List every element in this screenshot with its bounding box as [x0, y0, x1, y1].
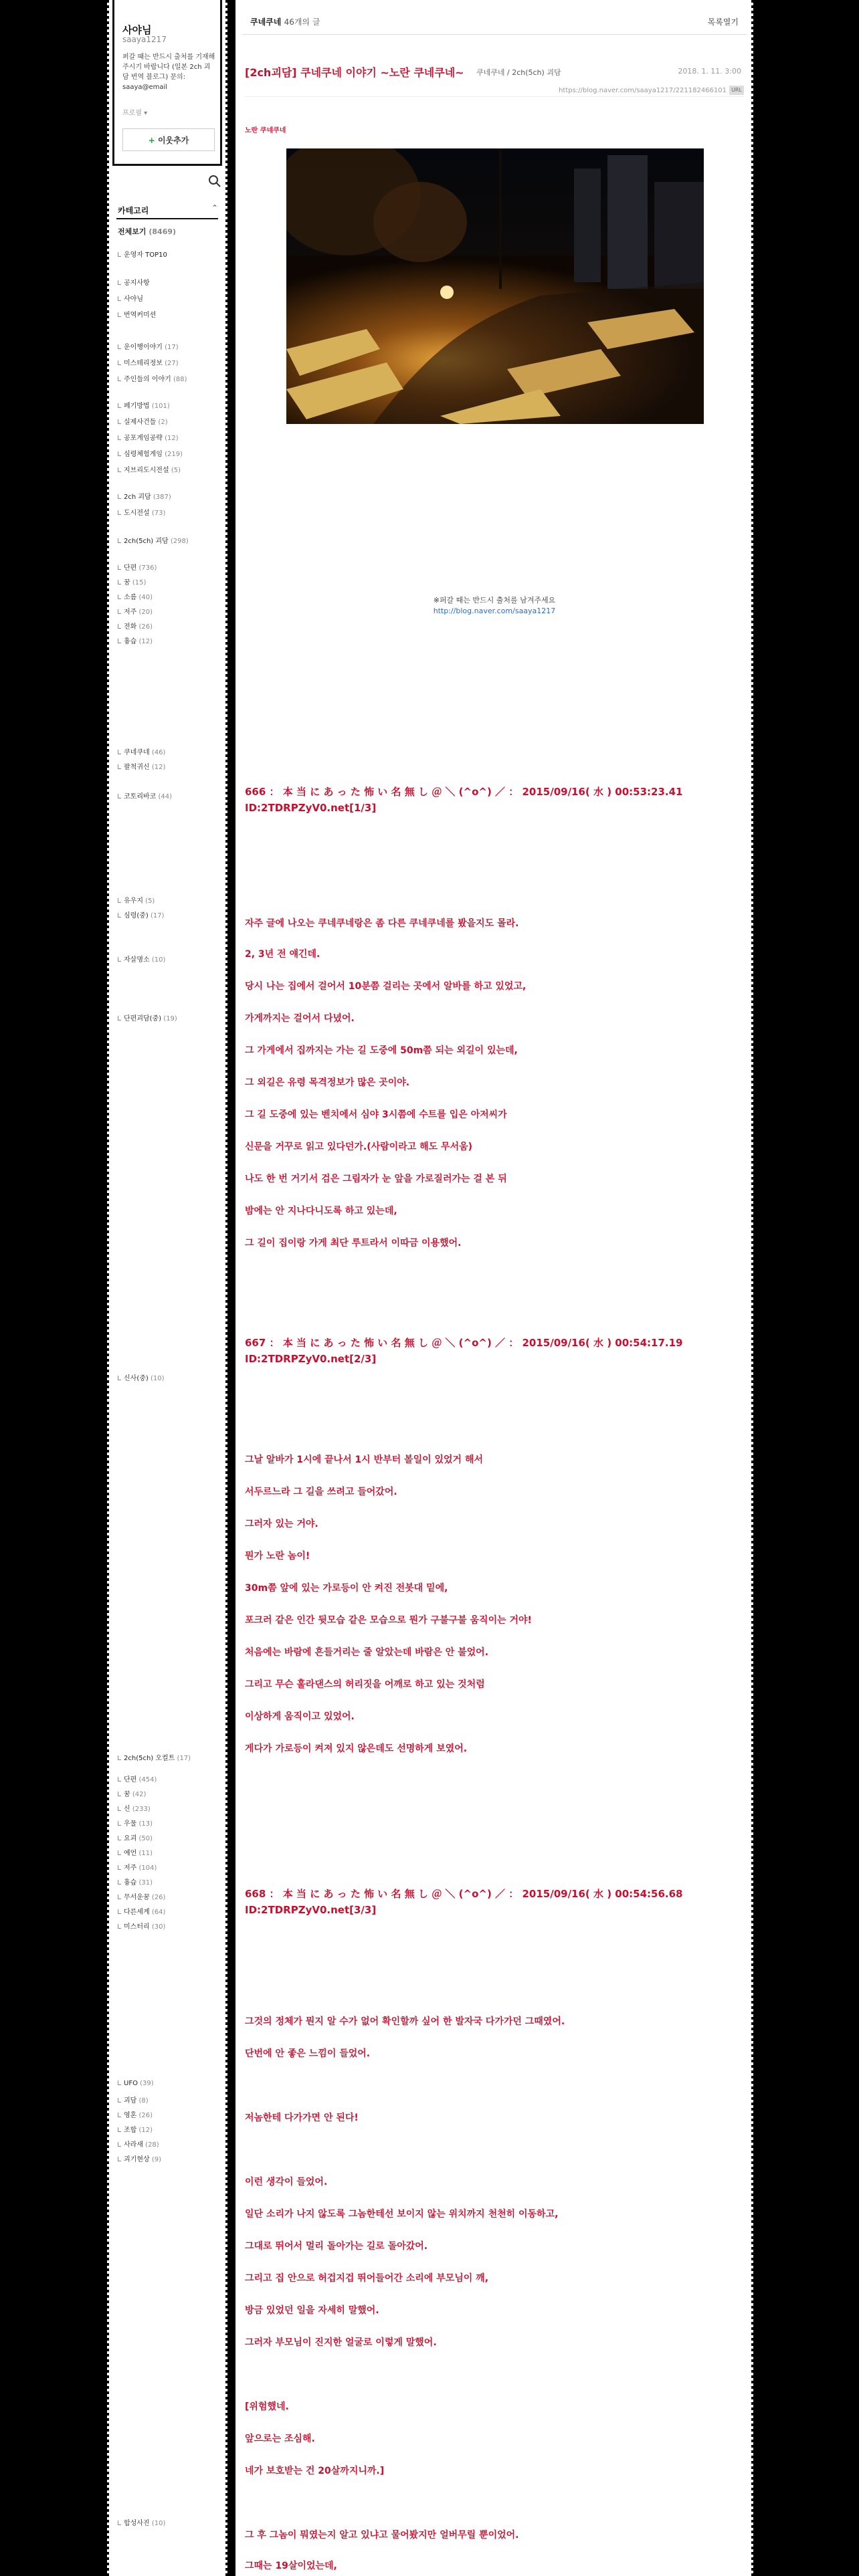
sidebar-category-item[interactable] [118, 416, 218, 426]
night-street-photo [286, 148, 704, 424]
sidebar-category-item[interactable] [118, 576, 218, 586]
category-count: (26) [138, 2112, 153, 2119]
category-label: 코토리바코 [124, 793, 157, 800]
category-count: (233) [132, 1806, 151, 1813]
sidebar-category-item[interactable] [118, 357, 218, 367]
category-label: 2ch(5ch) 오컬트 [124, 1755, 175, 1762]
image-caption [235, 595, 753, 617]
post-paragraph: 그날 알바가 1시에 끝나서 1시 반부터 볼일이 있었거 해서 [245, 1455, 484, 1465]
category-count: (101) [151, 403, 170, 410]
category-label: 번역커미션 [124, 312, 157, 319]
post-paragraph: 네가 보호받는 건 20살까지니까.] [245, 2466, 385, 2476]
title-divider [245, 96, 744, 97]
sidebar-category-item[interactable] [118, 606, 218, 616]
category-count: (10) [151, 2520, 166, 2527]
sidebar-category-item[interactable] [118, 464, 218, 474]
post-area [235, 0, 753, 2576]
category-count: (88) [173, 376, 187, 383]
category-count: (454) [138, 1776, 157, 1784]
post-paragraph: 그러자 부모님이 진지한 얼굴로 이렇게 말했어. [245, 2337, 437, 2348]
category-count: (39) [140, 2080, 154, 2087]
sidebar-category-item[interactable] [118, 309, 218, 319]
post-paragraph: 그 후 그놈이 뭐였는지 알고 있냐고 물어봤지만 얼버무릴 뿐이었어. [245, 2530, 519, 2541]
post-paragraph: 처음에는 바람에 흔들거리는 줄 알았는데 바람은 안 불었어. [245, 1647, 489, 1658]
category-count: (12) [138, 2127, 153, 2134]
post-paragraph: 방금 있었던 일을 자세히 말했어. [245, 2305, 379, 2316]
category-label: 지브리도시전설 [124, 467, 169, 474]
category-label: 소름 [124, 594, 137, 601]
post-paragraph: 포크러 같은 인간 뒷모습 같은 모습으로 뭔가 구불구불 움직이는 거야! [245, 1615, 532, 1626]
category-count: (387) [153, 494, 171, 501]
sidebar-category-item[interactable] [118, 2095, 218, 2105]
category-count: (8469) [149, 227, 177, 236]
category-count: (19) [163, 1015, 177, 1023]
sidebar-category-item[interactable] [118, 2109, 218, 2119]
sidebar-category-item[interactable] [118, 2517, 218, 2527]
caption-text: ※퍼갈 때는 반드시 출처를 남겨주세요 [433, 596, 556, 605]
sidebar-category-item[interactable] [118, 448, 218, 458]
post-paragraph: 나도 한 번 거기서 검은 그림자가 눈 앞을 가로질러가는 걸 본 뒤 [245, 1174, 507, 1184]
category-label: 무서운꿈 [124, 1894, 150, 1901]
post-subtitle: 노란 쿠네쿠네 [245, 127, 286, 134]
category-count: (26) [151, 1894, 166, 1901]
category-label: 심령체험게임 [124, 451, 163, 458]
sidebar-category-item[interactable] [118, 1372, 218, 1382]
category-divider [116, 218, 218, 219]
post-paragraph: 신문을 거꾸로 읽고 있다던가.(사람이라고 해도 무서움) [245, 1142, 473, 1152]
post-paragraph: 그 길 도중에 있는 벤치에서 심야 3시쯤에 수트를 입은 아저씨가 [245, 1109, 507, 1120]
sidebar-category-item[interactable] [118, 2124, 218, 2134]
category-count: (13) [138, 1820, 153, 1828]
category-label: 실제사건들 [124, 419, 157, 426]
caption-link[interactable]: http://blog.naver.com/saaya1217 [433, 607, 556, 615]
blog-id: saaya1217 [122, 35, 167, 44]
sidebar-category-item[interactable] [118, 562, 218, 572]
post-paragraph: 그리고 무슨 훌라댄스의 허리짓을 어깨로 하고 있는 것처럼 [245, 1679, 485, 1690]
sidebar-category-item[interactable] [118, 1862, 218, 1872]
sidebar-category-item[interactable] [118, 1752, 218, 1762]
post-title[interactable]: [2ch괴담] 쿠네쿠네 이야기 ~노란 쿠네쿠네~ [245, 66, 464, 79]
post-paragraph: 그 외길은 유령 목격정보가 많은 곳이야. [245, 1077, 410, 1088]
post-paragraph: 이런 생각이 들었어. [245, 2177, 328, 2187]
category-label: 도시전설 [124, 510, 150, 517]
category-count: (28) [145, 2141, 159, 2149]
sidebar-category-item[interactable] [118, 1012, 218, 1023]
sidebar-category-item[interactable] [118, 1906, 218, 1916]
post-paragraph: 이상하게 움직이고 있었어. [245, 1711, 355, 1722]
category-label: 유우지 [124, 897, 143, 905]
category-label: 저주 [124, 609, 137, 616]
sidebar-category-item[interactable] [118, 1774, 218, 1784]
category-label: 신 [124, 1806, 130, 1813]
category-label: 흉습 [124, 1879, 137, 1887]
category-count: (44) [158, 793, 173, 800]
category-label: 운이행이야기 [124, 344, 163, 351]
category-count: (12) [165, 435, 179, 442]
post-paragraph: 당시 나는 집에서 걸어서 10분쯤 걸리는 곳에서 알바를 하고 있었고, [245, 981, 527, 992]
add-neighbor-button[interactable] [122, 128, 215, 151]
post-paragraph: 30m쯤 앞에 있는 가로등이 안 켜진 전봇대 밑에, [245, 1583, 448, 1594]
category-label: 꿈 [124, 579, 130, 586]
category-count: (31) [138, 1879, 153, 1887]
sidebar-category-item[interactable] [118, 1847, 218, 1857]
category-label: 쿠네쿠네 [124, 749, 150, 756]
sidebar-category-item[interactable] [118, 621, 218, 631]
category-count: (104) [138, 1864, 157, 1872]
sidebar-category-item[interactable] [118, 341, 218, 351]
post-paragraph: 자주 글에 나오는 쿠네쿠네랑은 좀 다른 쿠네쿠네를 봤을지도 몰라. [245, 918, 519, 929]
url-copy-button[interactable]: URL [729, 86, 744, 95]
category-count: (12) [151, 764, 166, 771]
category-count: (15) [132, 579, 147, 586]
search-icon[interactable] [207, 174, 222, 189]
category-label: 심령(중) [124, 912, 149, 920]
post-paragraph: 그때는 19살이었는데, [245, 2561, 337, 2571]
sidebar-category-item[interactable] [118, 761, 218, 771]
category-count: (64) [151, 1909, 166, 1916]
sidebar-category-item[interactable] [118, 635, 218, 645]
response-header: 666 ： 本 当 に あ っ た 怖 い 名 無 し ＠ ＼ (^o^) ／ ： 2015/09/16( 水 ) 00:53:23.41 ID:2TDRPZyV0.net[1/3] [245, 786, 683, 814]
category-count: (30) [151, 1923, 166, 1931]
category-count: (10) [151, 956, 166, 964]
category-label: 공포게임공략 [124, 435, 163, 442]
category-count: (26) [138, 623, 153, 631]
sidebar-category-item[interactable] [118, 1891, 218, 1901]
category-label: 페기방법 [124, 403, 150, 410]
category-count: (17) [177, 1755, 191, 1762]
category-label: 저주 [124, 1864, 137, 1872]
category-label: 운영자 TOP10 [124, 251, 167, 259]
post-paragraph: 그것의 정체가 뭔지 알 수가 없어 확인할까 싶어 한 발자국 다가가던 그때였어. [245, 2016, 565, 2027]
category-label: 전체보기 [118, 227, 147, 236]
category-count: (27) [165, 360, 179, 367]
category-label: 팔척귀신 [124, 764, 150, 771]
post-paragraph: 앞으로는 조심해. [245, 2434, 315, 2444]
category-count: (20) [138, 609, 153, 616]
post-paragraph: 일단 소리가 나지 않도록 그놈한테선 보이지 않는 위치까지 천천히 이동하고, [245, 2209, 559, 2220]
category-count: (219) [165, 451, 183, 458]
category-label: 공지사항 [124, 280, 150, 287]
post-paragraph: 밤에는 안 지나다니도록 하고 있는데, [245, 1206, 397, 1216]
category-label: 주인들의 이야기 [124, 376, 171, 383]
category-count: (11) [138, 1850, 153, 1857]
category-label: 2ch 괴담 [124, 494, 151, 501]
category-label: 단편괴담(중) [124, 1015, 162, 1023]
post-paragraph: 게다가 가로등이 켜져 있지 않은데도 선명하게 보였어. [245, 1743, 468, 1754]
sidebar-category-item[interactable] [118, 591, 218, 601]
sidebar-category-item[interactable] [118, 226, 218, 237]
category-label: 다른세계 [124, 1909, 150, 1916]
sidebar-category-item[interactable] [118, 491, 218, 501]
category-label: 사라새 [124, 2141, 143, 2149]
sidebar-category-item[interactable] [118, 1818, 218, 1828]
category-label: 꿈 [124, 1791, 130, 1798]
category-count: (298) [170, 538, 189, 545]
category-label: 괴기현상 [124, 2156, 150, 2163]
blog-description: 퍼갈 때는 반드시 출처를 기재해주시기 바랍니다 (일본 2ch 괴담 번역 블로그) 문의: saaya@email [122, 53, 215, 91]
category-count: (5) [145, 897, 155, 905]
list-category [250, 16, 320, 27]
category-label: 미스테리정보 [124, 360, 163, 367]
sidebar-category-item[interactable] [118, 2153, 218, 2163]
response-header: 668 ： 本 当 に あ っ た 怖 い 名 無 し ＠ ＼ (^o^) ／ ： 2015/09/16( 水 ) 00:54:56.68 ID:2TDRPZyV0.net[3/3] [245, 1888, 683, 1916]
category-count: (9) [151, 2156, 161, 2163]
category-label: 영혼 [124, 2112, 137, 2119]
sidebar-category-item[interactable] [118, 507, 218, 517]
post-paragraph: 뭔가 노란 놈이! [245, 1551, 310, 1562]
blog-name[interactable]: 사야님 [122, 24, 152, 36]
list-open-button[interactable]: 목록열기 [707, 17, 739, 27]
sidebar-category-item[interactable] [118, 2139, 218, 2149]
post-paragraph: 그러자 있는 거야. [245, 1519, 318, 1529]
category-count: (736) [138, 564, 157, 572]
sidebar-category-item[interactable] [118, 249, 218, 259]
category-label: 자살명소 [124, 956, 150, 964]
list-count: 46개의 글 [284, 17, 320, 27]
sidebar-category-item[interactable] [118, 432, 218, 442]
post-paragraph: 저놈한테 다가가면 안 된다! [245, 2113, 359, 2123]
sidebar-category-item[interactable] [118, 909, 218, 920]
response-header: 667 ： 本 当 に あ っ た 怖 い 名 無 し ＠ ＼ (^o^) ／ ： 2015/09/16( 水 ) 00:54:17.19 ID:2TDRPZyV0.net[2/3] [245, 1337, 683, 1365]
category-label: 2ch(5ch) 괴담 [124, 538, 169, 545]
category-label: 흉습 [124, 638, 137, 645]
sidebar-category-item[interactable] [118, 373, 218, 383]
sidebar-category-item[interactable] [118, 746, 218, 756]
category-count: (8) [138, 2097, 149, 2105]
sidebar [107, 0, 227, 2576]
post-date: 2018. 1. 11. 3:00 [678, 67, 741, 76]
sidebar-category-item[interactable] [118, 277, 218, 287]
sidebar-category-item[interactable] [118, 293, 218, 303]
sidebar-category-item[interactable] [118, 790, 218, 800]
category-label: 우물 [124, 1820, 137, 1828]
post-paragraph: 가게까지는 걸어서 다녔어. [245, 1013, 355, 1024]
category-label: 합성사진 [124, 2520, 150, 2527]
list-category-name[interactable]: 쿠네쿠네 [250, 17, 282, 27]
sidebar-category-item[interactable] [118, 1921, 218, 1931]
sidebar-category-item[interactable] [118, 1788, 218, 1798]
profile-box [112, 0, 222, 166]
sidebar-category-item[interactable] [118, 954, 218, 964]
post-paragraph: [위험했네. [245, 2401, 289, 2412]
category-count: (46) [151, 749, 166, 756]
post-list-header [242, 8, 747, 35]
category-label: 괴담 [124, 2097, 137, 2105]
post-paragraph: 그리고 집 안으로 허겁지겁 뛰어들어간 소리에 부모님이 깨, [245, 2273, 489, 2284]
category-count: (2) [158, 419, 168, 426]
post-paragraph: 그 가게에서 집까지는 가는 길 도중에 50m쯤 되는 외길이 있는데, [245, 1045, 518, 1056]
category-count: (17) [150, 912, 165, 920]
sidebar-category-item[interactable] [118, 1832, 218, 1842]
category-count: (17) [165, 344, 179, 351]
post-category-path[interactable]: 쿠네쿠네 / 2ch(5ch) 괴담 [476, 68, 561, 77]
sidebar-category-item[interactable] [118, 895, 218, 905]
category-label: 단편 [124, 564, 137, 572]
profile-link[interactable]: 프로필 ▾ [122, 110, 148, 117]
category-count: (73) [151, 510, 166, 517]
sidebar-category-item[interactable] [118, 535, 218, 545]
category-count: (5) [171, 467, 181, 474]
category-label: 단편 [124, 1776, 137, 1784]
category-label: UFO [124, 2080, 138, 2087]
category-count: (10) [150, 1375, 165, 1382]
category-label: 예언 [124, 1850, 137, 1857]
sidebar-category-item[interactable] [118, 1803, 218, 1813]
category-label: 요괴 [124, 1835, 137, 1842]
post-paragraph: 그 길이 집이랑 가게 최단 루트라서 이따금 이용했어. [245, 1238, 462, 1249]
chevron-up-icon[interactable]: ⌃ [211, 203, 219, 213]
category-label: 신사(중) [124, 1375, 149, 1382]
post-paragraph: 서두르느라 그 길을 쓰려고 들어갔어. [245, 1487, 397, 1497]
sidebar-category-item[interactable] [118, 1876, 218, 1887]
category-count: (12) [138, 638, 153, 645]
category-count: (42) [132, 1791, 147, 1798]
post-paragraph: 그대로 뛰어서 멀리 돌아가는 길로 돌아갔어. [245, 2241, 428, 2252]
category-label: 조합 [124, 2127, 137, 2134]
sidebar-category-item[interactable] [118, 400, 218, 410]
plus-icon: + [148, 135, 155, 145]
post-url[interactable]: https://blog.naver.com/saaya1217/221182466101 [559, 87, 727, 94]
post-paragraph: 단번에 안 좋은 느낌이 들었어. [245, 2048, 371, 2059]
category-count: (40) [138, 594, 153, 601]
add-neighbor-label: 이웃추가 [157, 135, 189, 145]
category-title: 카테고리 [118, 206, 149, 215]
category-label: 전화 [124, 623, 137, 631]
category-label: 미스터리 [124, 1923, 150, 1931]
sidebar-category-item[interactable] [118, 2080, 218, 2087]
category-count: (50) [138, 1835, 153, 1842]
category-label: 사야님 [124, 296, 143, 303]
post-paragraph: 2, 3년 전 얘긴데. [245, 949, 320, 960]
